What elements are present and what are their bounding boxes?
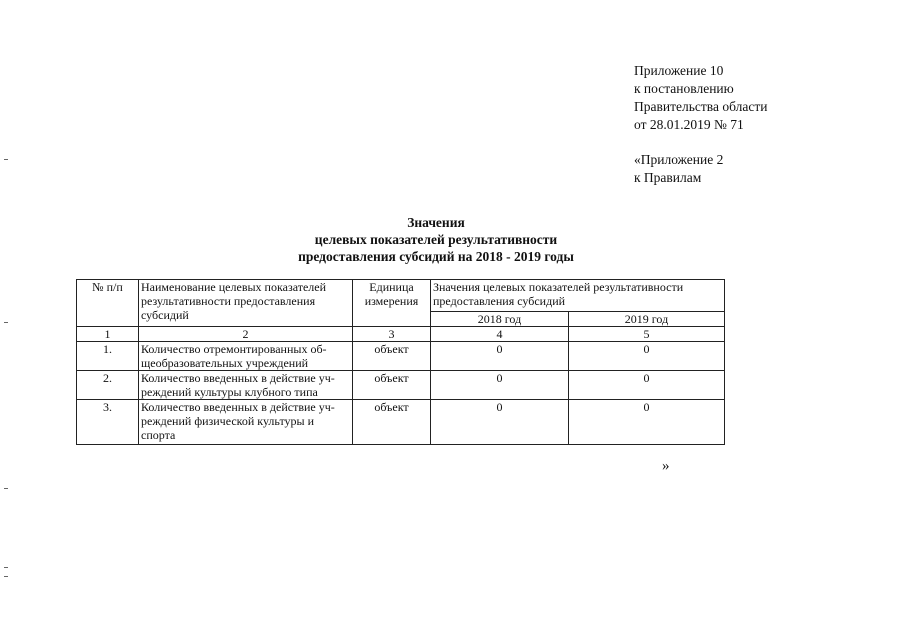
header-name: Наименование целевых показателей результативности предоставления субсидий (139, 280, 353, 327)
appendix-line: Приложение 10 (634, 63, 724, 78)
column-number: 1 (77, 327, 139, 342)
row-name: Количество введенных в действие уч-реждений физической культуры и спорта (139, 400, 353, 445)
appendix-line: к постановлению (634, 81, 734, 96)
row-num: 3. (77, 400, 139, 445)
row-num: 1. (77, 342, 139, 371)
row-name: Количество введенных в действие уч-реждений культуры клубного типа (139, 371, 353, 400)
title-line: предоставления субсидий на 2018 - 2019 годы (298, 249, 574, 264)
row-name: Количество отремонтированных об-щеобразовательных учреждений (139, 342, 353, 371)
table-row (77, 371, 725, 400)
scan-mark (4, 322, 8, 323)
title-line: целевых показателей результативности (314, 232, 558, 247)
column-number: 2 (139, 327, 353, 342)
scan-mark (4, 567, 8, 568)
table-row (77, 400, 725, 445)
row-value-2019: 0 (569, 371, 725, 400)
document-title (236, 214, 636, 265)
title-line: Значения (407, 215, 465, 230)
indicators-table (76, 279, 725, 445)
header-year-2018: 2018 год (431, 312, 569, 327)
table-row (77, 342, 725, 371)
header-row (77, 280, 725, 312)
header-values: Значения целевых показателей результативности предоставления субсидий (431, 280, 725, 312)
header-num: № п/п (77, 280, 139, 327)
row-unit: объект (353, 371, 431, 400)
header-year-2019: 2019 год (569, 312, 725, 327)
appendix-line: от 28.01.2019 № 71 (634, 117, 744, 132)
header-unit: Единица измерения (353, 280, 431, 327)
column-numbers-row (77, 327, 725, 342)
closing-quote: » (662, 458, 670, 474)
column-number: 4 (431, 327, 569, 342)
row-unit: объект (353, 342, 431, 371)
row-value-2018: 0 (431, 342, 569, 371)
row-unit: объект (353, 400, 431, 445)
scan-mark (4, 576, 8, 577)
row-num: 2. (77, 371, 139, 400)
row-value-2018: 0 (431, 371, 569, 400)
spacer (634, 134, 767, 151)
row-value-2018: 0 (431, 400, 569, 445)
row-value-2019: 0 (569, 342, 725, 371)
row-value-2019: 0 (569, 400, 725, 445)
appendix-line: Правительства области (634, 99, 768, 114)
scan-mark (4, 488, 8, 489)
column-number: 5 (569, 327, 725, 342)
appendix-line: «Приложение 2 (634, 152, 724, 167)
appendix-line: к Правилам (634, 170, 702, 185)
appendix-block (634, 62, 767, 187)
column-number: 3 (353, 327, 431, 342)
scan-mark (4, 159, 8, 160)
